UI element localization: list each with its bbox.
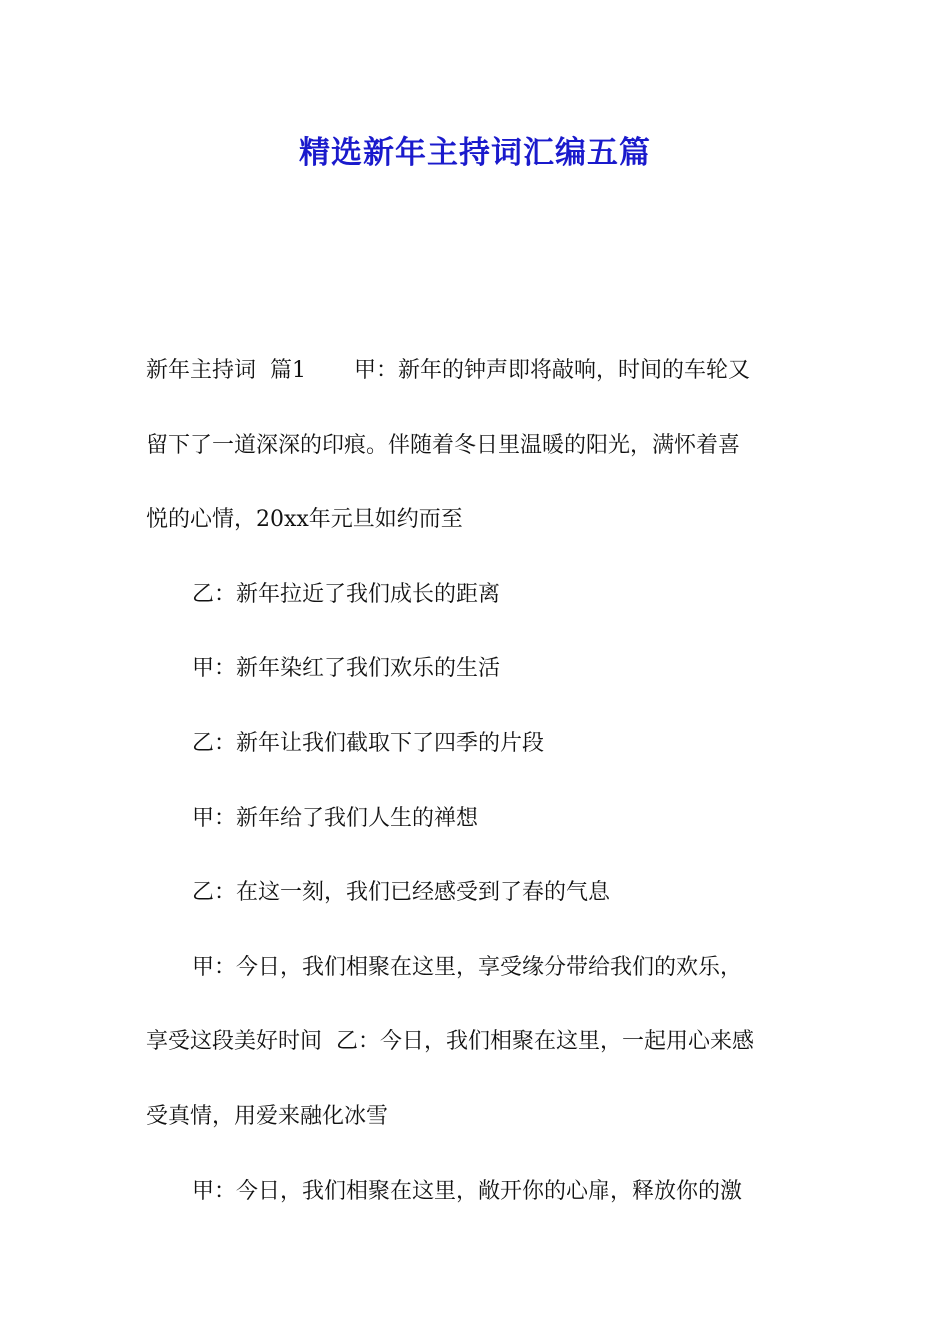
line-text: 乙：今日，我们相聚在这里，一起用心来感 bbox=[336, 1029, 755, 1055]
paragraph-line: 受真情，用爱来融化冰雪 bbox=[146, 1103, 389, 1129]
paragraph-line: 悦的心情，20xx年元旦如约而至 bbox=[146, 507, 463, 533]
paragraph-line bbox=[146, 1005, 806, 1080]
section-label: 新年主持词 bbox=[146, 358, 257, 383]
paragraph-line: 甲：今日，我们相聚在这里，敞开你的心扉，释放你的激 bbox=[192, 1178, 743, 1204]
paragraph-line: 乙：新年拉近了我们成长的距离 bbox=[192, 581, 501, 607]
page-title: 精选新年主持词汇编五篇 bbox=[299, 135, 651, 171]
paragraph-line: 甲：今日，我们相聚在这里，享受缘分带给我们的欢乐， bbox=[192, 954, 743, 980]
line-text: 享受这段美好时间 bbox=[146, 1029, 323, 1055]
paragraph-line: 甲：新年染红了我们欢乐的生活 bbox=[192, 656, 501, 682]
paragraph-line bbox=[146, 334, 806, 409]
paragraph-line: 甲：新年给了我们人生的禅想 bbox=[192, 805, 479, 831]
line-text: 甲：新年的钟声即将敲响，时间的车轮又 bbox=[354, 358, 751, 383]
document-body bbox=[146, 334, 806, 1229]
paragraph-line: 乙：新年让我们截取下了四季的片段 bbox=[192, 730, 545, 756]
section-number: 篇1 bbox=[270, 358, 307, 383]
paragraph-line: 乙：在这一刻，我们已经感受到了春的气息 bbox=[192, 880, 611, 906]
paragraph-line: 留下了一道深深的印痕。伴随着冬日里温暖的阳光，满怀着喜 bbox=[146, 432, 741, 458]
